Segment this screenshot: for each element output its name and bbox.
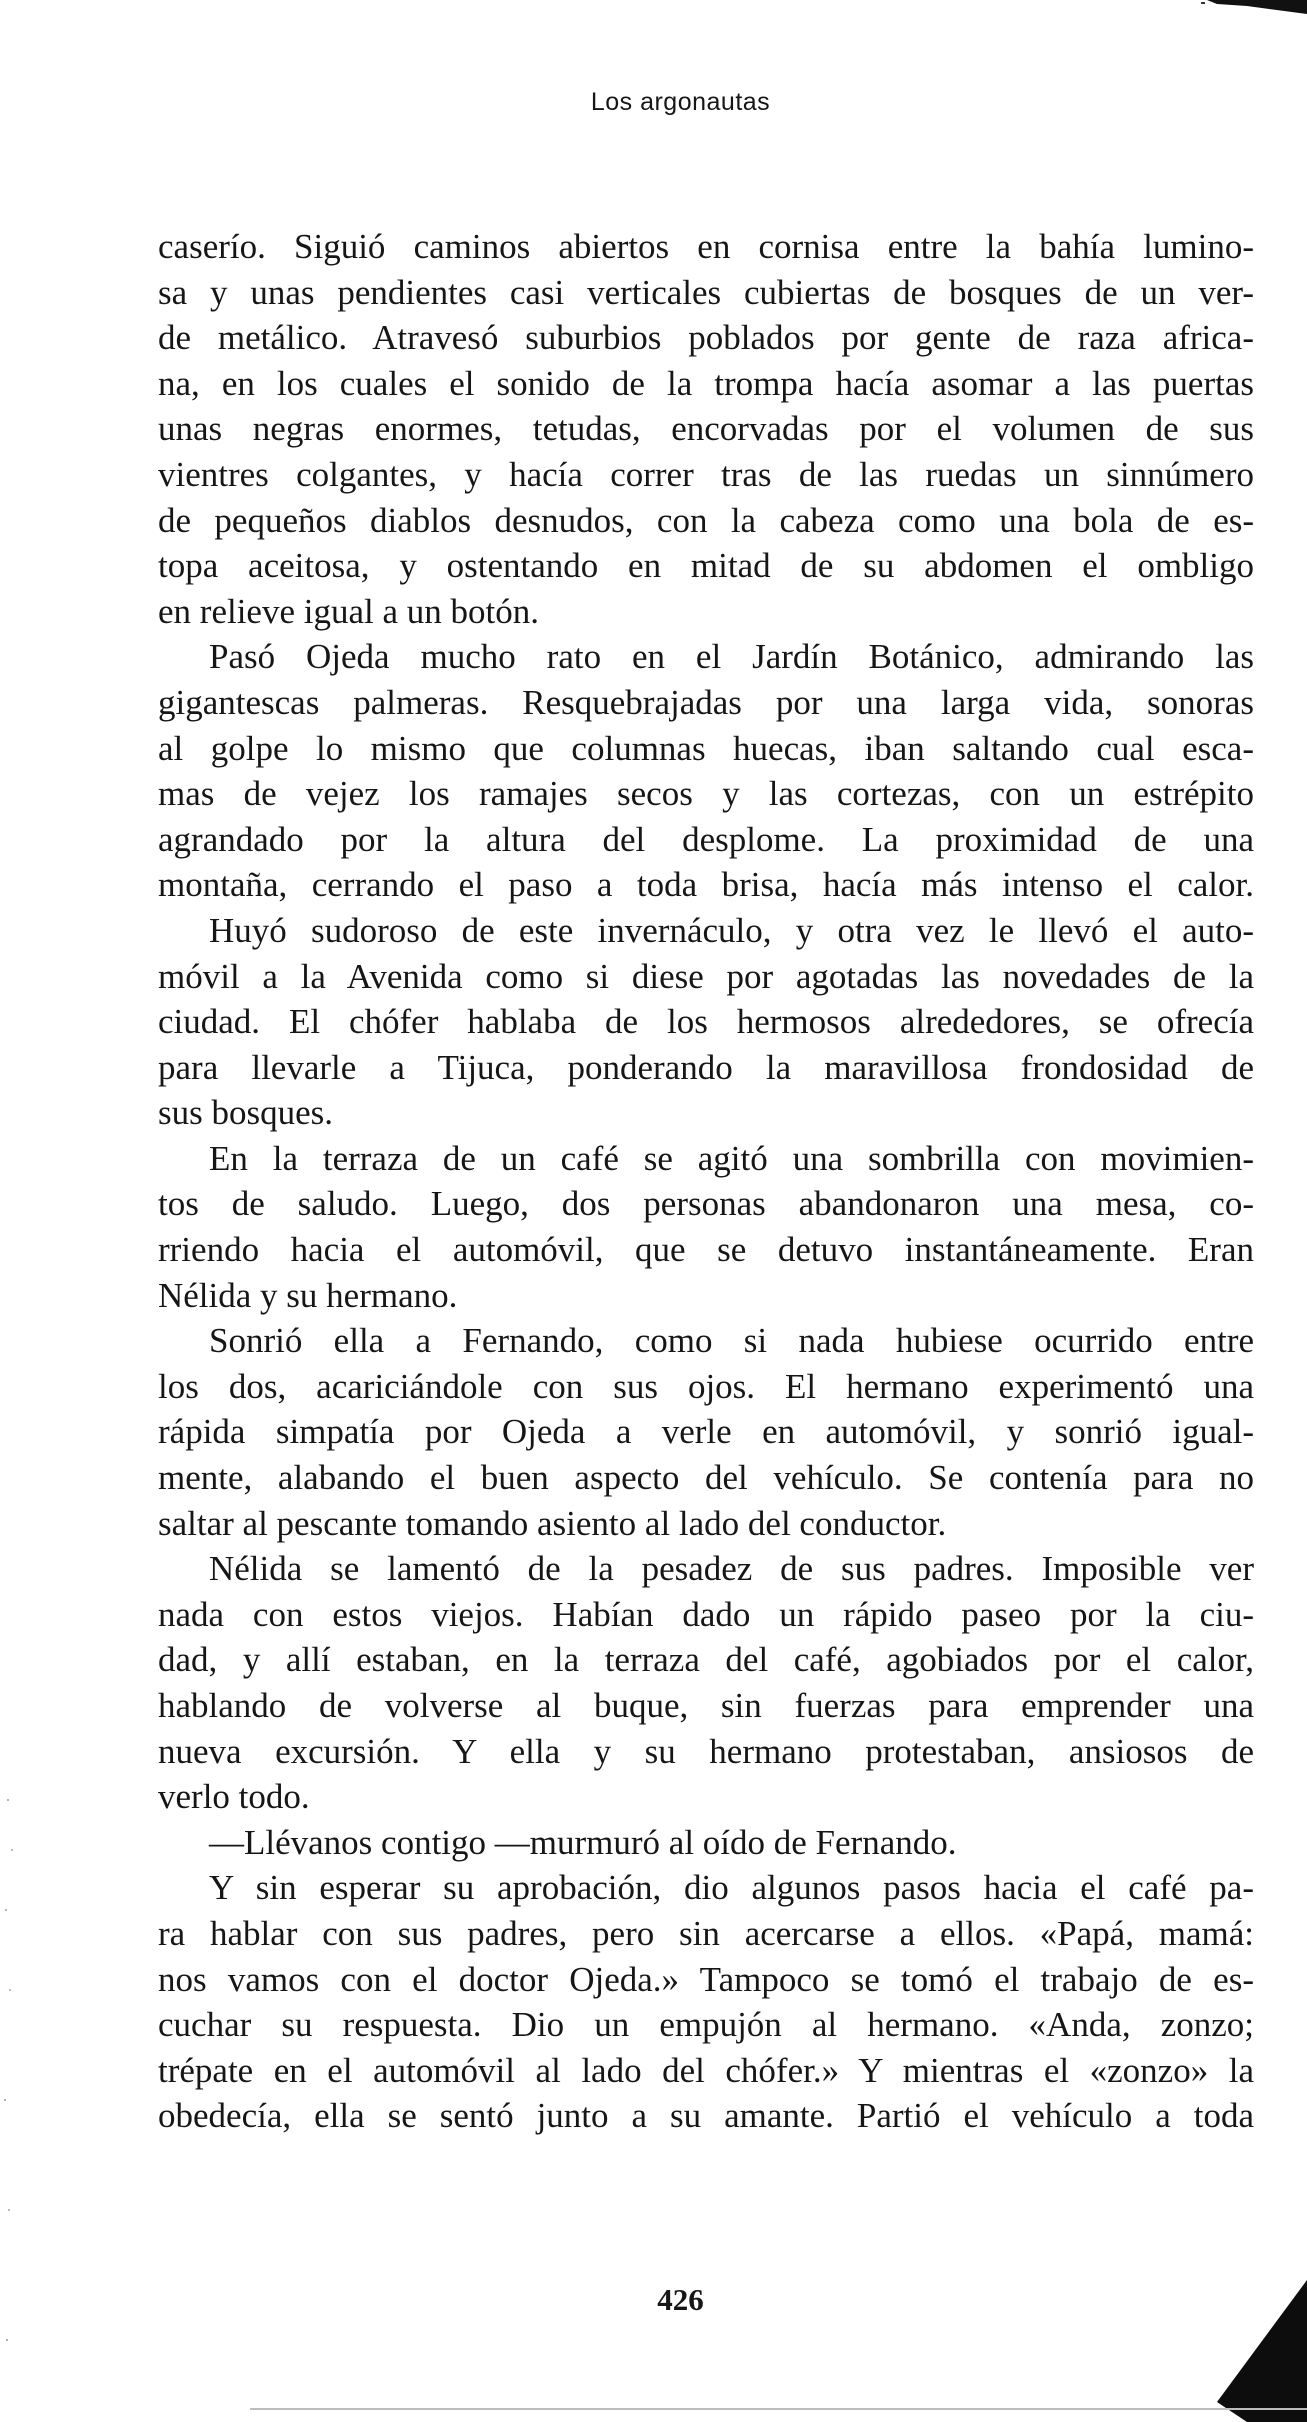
text-line: dad, y allí estaban, en la terraza del café, agobiados por el calor,: [158, 1640, 1254, 1680]
text-line: ciudad. El chófer hablaba de los hermosos alrededores, se ofrecía: [158, 1002, 1254, 1042]
text-line: Y sin esperar su aprobación, dio algunos pasos hacia el café pa-: [209, 1868, 1254, 1908]
text-line: —Llévanos contigo —murmuró al oído de Fernando.: [209, 1822, 957, 1862]
text-line: verlo todo.: [158, 1777, 310, 1817]
text-line: obedecía, ella se sentó junto a su amante. Partió el vehículo a toda: [158, 2096, 1254, 2136]
text-line: sus bosques.: [158, 1093, 334, 1133]
text-line: rriendo hacia el automóvil, que se detuvo instantáneamente. Eran: [158, 1230, 1254, 1270]
text-line: nada con estos viejos. Habían dado un rápido paseo por la ciu-: [158, 1594, 1254, 1634]
text-line: cuchar su respuesta. Dio un empujón al hermano. «Anda, zonzo;: [158, 2005, 1254, 2045]
text-line: Huyó sudoroso de este invernáculo, y otra vez le llevó el auto-: [209, 910, 1254, 950]
text-line: sa y unas pendientes casi verticales cubiertas de bosques de un ver-: [158, 272, 1254, 312]
text-line: vientres colgantes, y hacía correr tras de las ruedas un sinnúmero: [158, 454, 1254, 494]
text-line: topa aceitosa, y ostentando en mitad de su abdomen el ombligo: [158, 546, 1254, 586]
body-text: [158, 224, 1254, 2139]
text-line: agrandado por la altura del desplome. La proximidad de una: [158, 819, 1254, 859]
text-line: para llevarle a Tijuca, ponderando la maravillosa frondosidad de: [158, 1047, 1254, 1087]
page-number: 426: [657, 2282, 704, 2317]
scan-bottom-edge: [250, 2408, 1307, 2410]
text-line: rápida simpatía por Ojeda a verle en automóvil, y sonrió igual-: [158, 1412, 1254, 1452]
text-line: na, en los cuales el sonido de la trompa hacía asomar a las puertas: [158, 363, 1254, 403]
text-line: de pequeños diablos desnudos, con la cabeza como una bola de es-: [158, 500, 1254, 540]
text-line: tos de saludo. Luego, dos personas abandonaron una mesa, co-: [158, 1184, 1254, 1224]
text-line: mente, alabando el buen aspecto del vehículo. Se contenía para no: [158, 1458, 1254, 1498]
text-line: En la terraza de un café se agitó una sombrilla con movimien-: [209, 1138, 1254, 1178]
text-line: unas negras enormes, tetudas, encorvadas por el volumen de sus: [158, 409, 1254, 449]
text-line: los dos, acariciándole con sus ojos. El hermano experimentó una: [158, 1366, 1254, 1406]
text-line: Nélida se lamentó de la pesadez de sus padres. Imposible ver: [209, 1549, 1254, 1589]
scan-edge-shadow-bottom: [1217, 2280, 1307, 2422]
text-line: en relieve igual a un botón.: [158, 591, 539, 631]
text-line: montaña, cerrando el paso a toda brisa, hacía más intenso el calor.: [158, 865, 1254, 905]
text-line: saltar al pescante tomando asiento al lado del conductor.: [158, 1503, 947, 1543]
scan-speckle: [0, 1780, 30, 2420]
text-line: de metálico. Atravesó suburbios poblados por gente de raza africa-: [158, 318, 1254, 358]
scan-edge-shadow: [1187, 0, 1307, 24]
text-line: Pasó Ojeda mucho rato en el Jardín Botánico, admirando las: [209, 637, 1254, 677]
text-line: ra hablar con sus padres, pero sin acercarse a ellos. «Papá, mamá:: [158, 1913, 1254, 1953]
text-line: mas de vejez los ramajes secos y las cortezas, con un estrépito: [158, 774, 1254, 814]
text-line: trépate en el automóvil al lado del chófer.» Y mientras el «zonzo» la: [158, 2050, 1254, 2090]
text-line: gigantescas palmeras. Resquebrajadas por una larga vida, sonoras: [158, 682, 1254, 722]
text-line: nos vamos con el doctor Ojeda.» Tampoco se tomó el trabajo de es-: [158, 1959, 1254, 1999]
running-head: Los argonautas: [590, 88, 771, 116]
text-line: nueva excursión. Y ella y su hermano protestaban, ansiosos de: [158, 1731, 1254, 1771]
text-line: Sonrió ella a Fernando, como si nada hubiese ocurrido entre: [209, 1321, 1254, 1361]
text-line: caserío. Siguió caminos abiertos en cornisa entre la bahía lumino-: [158, 227, 1254, 266]
text-line: hablando de volverse al buque, sin fuerzas para emprender una: [158, 1686, 1254, 1725]
text-line: Nélida y su hermano.: [158, 1275, 458, 1315]
text-line: móvil a la Avenida como si diese por agotadas las novedades de la: [158, 956, 1254, 996]
text-line: al golpe lo mismo que columnas huecas, iban saltando cual esca-: [158, 728, 1254, 768]
